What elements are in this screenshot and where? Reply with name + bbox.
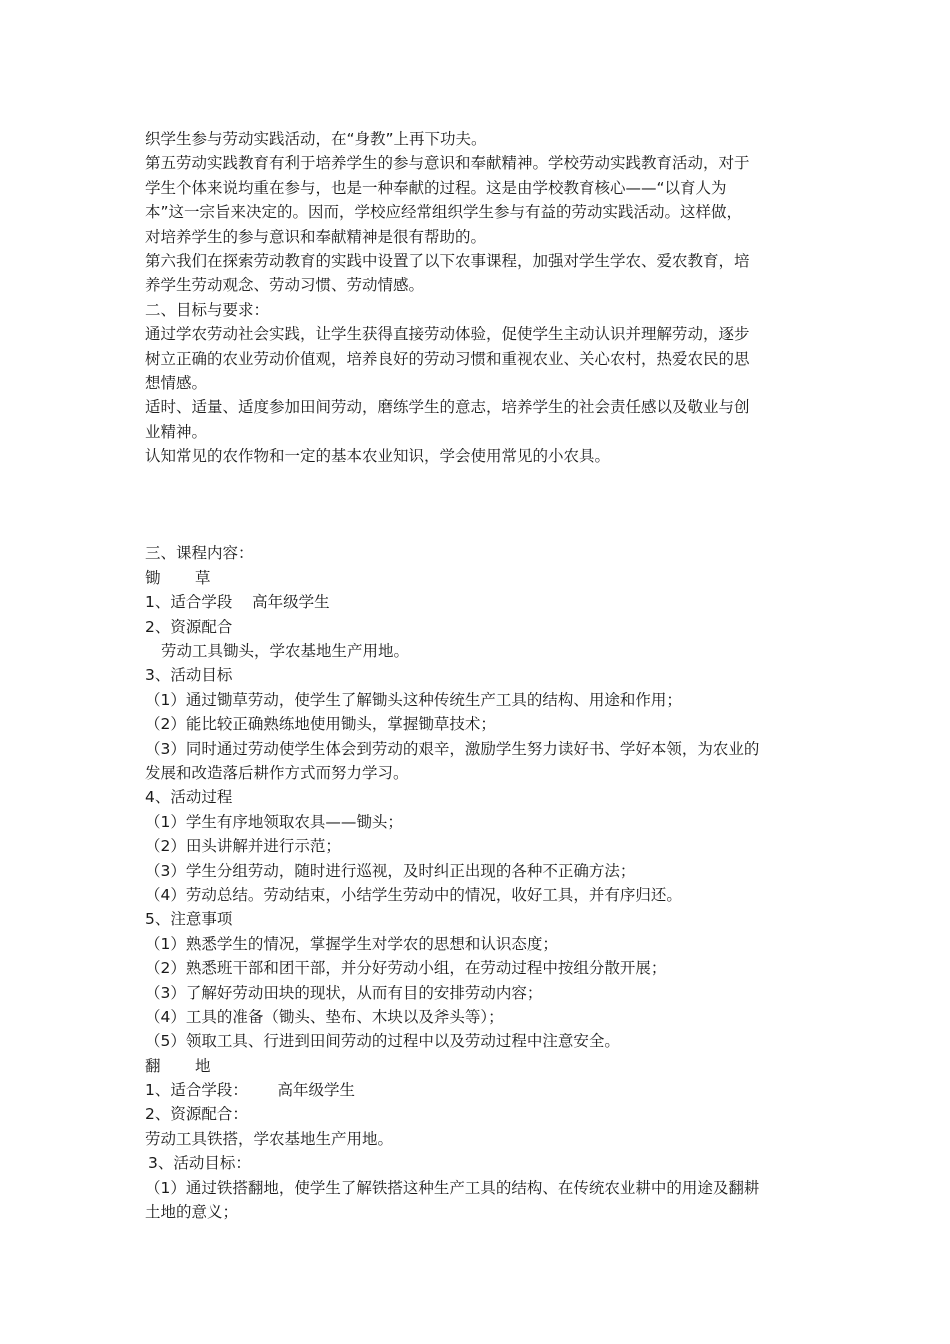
stage-label: 1、适合学段： — [145, 1081, 248, 1100]
course-title-char: 锄 — [145, 568, 161, 587]
blank-space — [145, 468, 810, 541]
paragraph-line: 本”这一宗旨来决定的。因而，学校应经常组织学生参与有益的劳动实践活动。这样做， — [145, 203, 743, 222]
paragraph-line: 树立正确的农业劳动价值观，培养良好的劳动习惯和重视农业、关心农村，热爱农民的思 — [145, 349, 750, 368]
stage-value: 高年级学生 — [277, 1081, 355, 1100]
stage-value: 高年级学生 — [252, 593, 330, 612]
notes-item: （4）工具的准备（锄头、垫布、木块以及斧头等）； — [145, 1007, 504, 1026]
goal-item: （1）通过铁搭翻地，使学生了解铁搭这种生产工具的结构、在传统农业耕中的用途及翻耕 — [145, 1178, 760, 1197]
process-item: （3）学生分组劳动，随时进行巡视，及时纠正出现的各种不正确方法； — [145, 861, 636, 880]
goal-item: （2）能比较正确熟练地使用锄头，掌握锄草技术； — [145, 715, 496, 734]
resource-value: 劳动工具铁搭，学农基地生产用地。 — [145, 1129, 394, 1148]
stage-row — [145, 590, 810, 614]
goal-label: 3、活动目标 — [145, 666, 233, 685]
process-item: （1）学生有序地领取农具——锄头； — [145, 812, 403, 831]
course-title — [145, 566, 810, 590]
paragraph-line: 织学生参与劳动实践活动，在“身教”上再下功夫。 — [145, 130, 487, 148]
course-tilling — [145, 1054, 810, 1225]
paragraph-line: 通过学农劳动社会实践，让学生获得直接劳动体验，促使学生主动认识并理解劳动，逐步 — [145, 325, 750, 344]
paragraph-line: 第六我们在探索劳动教育的实践中设置了以下农事课程，加强对学生学农、爱农教育，培 — [145, 251, 750, 270]
goal-item: 土地的意义； — [145, 1203, 239, 1222]
section-heading: 二、目标与要求： — [145, 300, 270, 319]
process-item: （2）田头讲解并进行示范； — [145, 837, 341, 856]
paragraph-line: 想情感。 — [145, 373, 208, 392]
paragraph-line: 第五劳动实践教育有利于培养学生的参与意识和奉献精神。学校劳动实践教育活动，对于 — [145, 154, 750, 173]
stage-label: 1、适合学段 — [145, 593, 233, 612]
process-item: （4）劳动总结。劳动结束，小结学生劳动中的情况，收好工具，并有序归还。 — [145, 885, 682, 904]
paragraph-line: 学生个体来说均重在参与，也是一种奉献的过程。这是由学校教育核心——“以育人为 — [145, 178, 727, 197]
paragraph-line: 认知常见的农作物和一定的基本农业知识，学会使用常见的小农具。 — [145, 447, 611, 466]
resource-label: 2、资源配合 — [145, 617, 233, 636]
process-label: 4、活动过程 — [145, 788, 233, 807]
document-page — [145, 127, 810, 1224]
course-title-char: 地 — [195, 1056, 211, 1075]
course-title — [145, 1054, 810, 1078]
paragraph-line: 适时、适量、适度参加田间劳动，磨练学生的意志，培养学生的社会责任感以及敬业与创 — [145, 398, 750, 417]
goal-label: 3、活动目标： — [148, 1154, 251, 1173]
goal-item: （3）同时通过劳动使学生体会到劳动的艰辛，激励学生努力读好书、学好本领，为农业的 — [145, 739, 760, 758]
intro-block — [145, 127, 810, 468]
notes-label: 5、注意事项 — [145, 910, 233, 929]
resource-label: 2、资源配合： — [145, 1105, 248, 1124]
notes-item: （2）熟悉班干部和团干部，并分好劳动小组，在劳动过程中按组分散开展； — [145, 959, 667, 978]
goal-item: 发展和改造落后耕作方式而努力学习。 — [145, 763, 409, 782]
course-weeding — [145, 566, 810, 1054]
course-title-char: 草 — [195, 568, 211, 587]
notes-item: （5）领取工具、行进到田间劳动的过程中以及劳动过程中注意安全。 — [145, 1032, 620, 1051]
notes-item: （1）熟悉学生的情况，掌握学生对学农的思想和认识态度； — [145, 934, 558, 953]
paragraph-line: 业精神。 — [145, 422, 208, 441]
stage-row — [145, 1078, 810, 1102]
goal-item: （1）通过锄草劳动，使学生了解锄头这种传统生产工具的结构、用途和作用； — [145, 690, 682, 709]
resource-value: 劳动工具锄头，学农基地生产用地。 — [161, 642, 410, 661]
notes-item: （3）了解好劳动田块的现状，从而有目的安排劳动内容； — [145, 983, 543, 1002]
paragraph-line: 对培养学生的参与意识和奉献精神是很有帮助的。 — [145, 227, 487, 246]
section-heading: 三、课程内容： — [145, 544, 254, 563]
course-title-char: 翻 — [145, 1056, 161, 1075]
course-content-section — [145, 541, 810, 1224]
paragraph-line: 养学生劳动观念、劳动习惯、劳动情感。 — [145, 276, 425, 295]
